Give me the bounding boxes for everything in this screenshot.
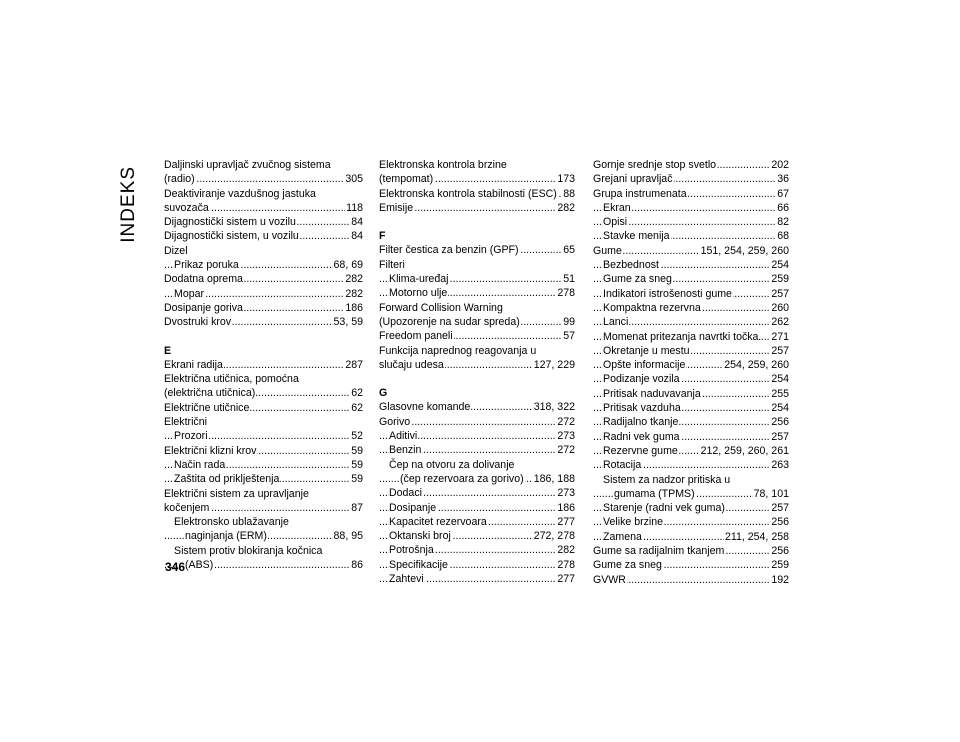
entry-page-refs: 192 <box>771 573 789 586</box>
section-letter-heading <box>379 229 575 243</box>
entry-page-refs: 272 <box>557 444 575 457</box>
section-side-label: INDEKS <box>118 166 139 243</box>
entry-term: (električna utičnica) <box>164 387 256 400</box>
index-entry <box>593 330 789 344</box>
index-entry <box>593 458 789 472</box>
index-entry <box>593 573 789 587</box>
entry-term: (radio) <box>164 173 195 186</box>
index-entry <box>593 401 789 415</box>
entry-page-refs: 287 <box>345 358 363 371</box>
index-entry <box>379 400 575 414</box>
entry-term: Oktanski broj <box>389 530 451 543</box>
index-entry <box>593 544 789 558</box>
entry-page-refs: 151, 254, 259, 260 <box>700 244 789 257</box>
index-entry <box>379 172 575 186</box>
entry-term: Specifikacije <box>389 558 448 571</box>
entry-page-refs: 202 <box>771 159 789 171</box>
index-entry <box>164 187 363 201</box>
entry-page-refs: 273 <box>557 430 575 443</box>
entry-term: Dizel <box>164 244 188 257</box>
entry-term: Indikatori istrošenosti gume <box>603 287 732 300</box>
index-column-3 <box>593 158 789 587</box>
entry-term: slučaju udesa <box>379 358 444 371</box>
index-entry <box>379 329 575 343</box>
index-entry <box>379 529 575 543</box>
index-entry <box>164 386 363 400</box>
index-entry <box>164 287 363 301</box>
index-entry <box>379 429 575 443</box>
index-entry <box>593 501 789 515</box>
entry-term: Dijagnostički sistem u vozilu <box>164 216 296 229</box>
entry-term: Gume <box>593 244 622 257</box>
index-entry <box>593 287 789 301</box>
entry-term: Okretanje u mestu <box>603 344 690 357</box>
entry-page-refs: 278 <box>557 287 575 300</box>
entry-page-refs: 51 <box>563 273 575 286</box>
entry-page-refs: 62 <box>351 401 363 414</box>
index-entry <box>164 429 363 443</box>
entry-page-refs: 78, 101 <box>753 487 789 500</box>
entry-page-refs: 59 <box>351 458 363 471</box>
entry-page-refs: 84 <box>351 216 363 229</box>
entry-term: Radni vek guma <box>603 430 680 443</box>
entry-term: suvozača <box>164 201 209 214</box>
entry-term: naginjanja (ERM) <box>185 530 267 543</box>
entry-term: (ABS) <box>185 559 214 572</box>
entry-page-refs: 277 <box>557 515 575 528</box>
entry-term: Sistem protiv blokiranja kočnica <box>174 544 323 557</box>
index-entry <box>164 301 363 315</box>
section-letter-heading <box>379 386 575 400</box>
entry-term: Benzin <box>389 444 422 457</box>
entry-page-refs: 65 <box>563 244 575 257</box>
entry-term: Velike brzine <box>603 516 664 529</box>
index-entry <box>379 243 575 257</box>
entry-page-refs: 257 <box>771 344 789 357</box>
entry-page-refs: 259 <box>771 559 789 572</box>
index-entry <box>379 515 575 529</box>
entry-page-refs: 84 <box>351 230 363 243</box>
entry-term: Zahtevi <box>389 573 424 586</box>
index-entry <box>164 372 363 386</box>
entry-term: Opšte informacije <box>603 359 686 372</box>
entry-term: (čep rezervoara za gorivo) <box>400 472 524 485</box>
entry-term: Prikaz poruka <box>174 259 239 272</box>
index-entry <box>593 172 789 186</box>
entry-page-refs: 127, 229 <box>533 358 575 371</box>
entry-page-refs: 257 <box>771 287 789 300</box>
entry-page-refs: 57 <box>563 330 575 343</box>
index-entry <box>593 244 789 258</box>
entry-page-refs: 186 <box>557 501 575 514</box>
index-entry <box>164 515 363 529</box>
entry-page-refs: 256 <box>771 516 789 529</box>
entry-page-refs: 305 <box>345 173 363 186</box>
entry-term: Dijagnostički sistem, u vozilu <box>164 230 299 243</box>
index-entry <box>164 529 363 543</box>
index-entry <box>593 201 789 215</box>
entry-page-refs: 262 <box>771 316 789 329</box>
entry-page-refs: 186 <box>345 301 363 314</box>
entry-term: Ekrani radija <box>164 358 223 371</box>
index-entry <box>379 443 575 457</box>
index-entry <box>593 444 789 458</box>
index-entry <box>379 558 575 572</box>
index-entry <box>593 358 789 372</box>
entry-term: Momenat pritezanja navrtki točka <box>603 330 759 343</box>
entry-term: gumama (TPMS) <box>614 487 695 500</box>
entry-page-refs: 282 <box>345 273 363 286</box>
index-entry <box>379 301 575 315</box>
index-entry <box>379 258 575 272</box>
entry-term: Električne utičnice <box>164 401 250 414</box>
entry-term: Aditivi <box>389 430 418 443</box>
index-entry <box>593 387 789 401</box>
entry-page-refs: 88, 95 <box>333 530 363 543</box>
entry-page-refs: 36 <box>777 173 789 186</box>
entry-page-refs: 211, 254, 258 <box>724 530 789 543</box>
entry-page-refs: 282 <box>557 544 575 557</box>
entry-term: Električni sistem za upravljanje <box>164 487 309 500</box>
entry-page-refs: 53, 59 <box>333 316 363 329</box>
index-entry <box>164 401 363 415</box>
index-entry <box>164 558 363 572</box>
index-entry <box>593 415 789 429</box>
index-entry <box>593 372 789 386</box>
entry-page-refs: 254, 259, 260 <box>724 359 789 372</box>
entry-page-refs: 62 <box>351 387 363 400</box>
entry-page-refs: 118 <box>346 201 363 214</box>
entry-page-refs: 212, 259, 260, 261 <box>700 444 789 457</box>
index-entry <box>379 158 575 172</box>
index-entry <box>593 473 789 487</box>
entry-page-refs: 186, 188 <box>533 472 575 485</box>
index-entry <box>593 158 789 172</box>
entry-term: Rezervne gume <box>603 444 678 457</box>
index-entry <box>593 487 789 501</box>
index-column-1 <box>164 158 363 572</box>
entry-page-refs: 88 <box>563 187 575 200</box>
entry-term: Gume sa radijalnim tkanjem <box>593 545 725 558</box>
index-entry <box>379 187 575 201</box>
entry-page-refs: 256 <box>771 545 789 558</box>
entry-term: Grejani upravljač <box>593 173 673 186</box>
entry-term: Prozori <box>174 430 208 443</box>
entry-term: Rotacija <box>603 459 642 472</box>
entry-term: Opisi <box>603 216 628 229</box>
entry-term: Filter čestica za benzin (GPF) <box>379 244 519 257</box>
index-entry <box>379 486 575 500</box>
entry-term: Dosipanje goriva <box>164 301 243 314</box>
entry-term: Filteri <box>379 258 405 271</box>
entry-page-refs: 87 <box>351 501 363 514</box>
index-entry <box>164 201 363 215</box>
entry-term: Pritisak vazduha <box>603 402 681 415</box>
index-entry <box>379 344 575 358</box>
entry-page-refs: 254 <box>771 373 789 386</box>
entry-term: Gorivo <box>379 415 411 428</box>
entry-term: Motorno ulje <box>389 287 448 300</box>
index-entry <box>164 244 363 258</box>
entry-term: Način rada <box>174 458 226 471</box>
index-entry <box>379 201 575 215</box>
entry-page-refs: 82 <box>777 216 789 229</box>
entry-term: Zamena <box>603 530 642 543</box>
entry-page-refs: 52 <box>351 430 363 443</box>
heading-letter: F <box>379 230 386 243</box>
index-entry <box>593 301 789 315</box>
index-entry <box>164 258 363 272</box>
entry-term: Grupa instrumenata <box>593 187 687 200</box>
index-entry <box>593 430 789 444</box>
entry-term: Lanci <box>603 316 629 329</box>
index-entry <box>593 515 789 529</box>
entry-term: Elektronska kontrola brzine <box>379 159 507 171</box>
entry-term: Zaštita od priklještenja <box>174 473 280 486</box>
entry-term: Električni <box>164 416 207 429</box>
entry-page-refs: 254 <box>771 402 789 415</box>
index-entry <box>593 229 789 243</box>
entry-page-refs: 257 <box>771 502 789 515</box>
entry-term: Freedom paneli <box>379 330 453 343</box>
entry-page-refs: 99 <box>563 315 575 328</box>
index-entry <box>379 286 575 300</box>
entry-term: Gume za sneg <box>593 559 662 572</box>
entry-term: Čep na otvoru za dolivanje <box>389 458 515 471</box>
entry-term: Elektronsko ublažavanje <box>174 516 289 529</box>
entry-term: Radijalno tkanje <box>603 416 679 429</box>
index-entry <box>379 543 575 557</box>
index-entry <box>379 415 575 429</box>
entry-term: Deaktiviranje vazdušnog jastuka <box>164 187 316 200</box>
index-entry <box>379 572 575 586</box>
index-entry <box>164 458 363 472</box>
entry-page-refs: 273 <box>557 487 575 500</box>
index-entry <box>164 444 363 458</box>
entry-term: Emisije <box>379 201 414 214</box>
page-number: 346 <box>165 560 186 574</box>
index-entry <box>164 544 363 558</box>
index-entry <box>379 458 575 472</box>
entry-page-refs: 259 <box>771 273 789 286</box>
index-entry <box>164 158 363 172</box>
entry-page-refs: 318, 322 <box>533 401 575 414</box>
index-entry <box>164 215 363 229</box>
index-entry <box>379 358 575 372</box>
index-entry <box>379 501 575 515</box>
entry-term: Ekran <box>603 201 631 214</box>
index-entry <box>593 530 789 544</box>
entry-term: Dodatna oprema <box>164 273 243 286</box>
index-entry <box>593 215 789 229</box>
entry-page-refs: 254 <box>771 259 789 272</box>
entry-term: GVWR <box>593 573 626 586</box>
entry-page-refs: 67 <box>777 187 789 200</box>
entry-page-refs: 278 <box>557 558 575 571</box>
entry-term: Potrošnja <box>389 544 434 557</box>
entry-term: Gornje srednje stop svetlo <box>593 159 717 171</box>
heading-letter: G <box>379 387 388 400</box>
index-entry <box>164 501 363 515</box>
entry-term: Kompaktna rezervna <box>603 301 701 314</box>
index-entry <box>164 272 363 286</box>
index-entry <box>379 472 575 486</box>
entry-term: Električni klizni krov <box>164 444 257 457</box>
heading-letter: E <box>164 344 172 357</box>
index-column-2 <box>379 158 575 586</box>
index-entry <box>593 272 789 286</box>
entry-term: (Upozorenje na sudar spreda) <box>379 315 520 328</box>
entry-term: kočenjem <box>164 501 210 514</box>
entry-term: Dosipanje <box>389 501 437 514</box>
entry-term: Dvostruki krov <box>164 316 232 329</box>
index-entry <box>379 272 575 286</box>
index-entry <box>164 229 363 243</box>
entry-term: Funkcija naprednog reagovanja u <box>379 344 537 357</box>
entry-term: Stavke menija <box>603 230 670 243</box>
entry-page-refs: 282 <box>557 201 575 214</box>
entry-page-refs: 86 <box>351 559 363 572</box>
entry-term: Podizanje vozila <box>603 373 680 386</box>
index-entry <box>164 487 363 501</box>
entry-term: Daljinski upravljač zvučnog sistema <box>164 159 331 171</box>
entry-page-refs: 59 <box>351 473 363 486</box>
entry-term: Mopar <box>174 287 205 300</box>
index-entry <box>164 415 363 429</box>
entry-page-refs: 272, 278 <box>533 530 575 543</box>
entry-term: Starenje (radni vek guma) <box>603 502 725 515</box>
entry-page-refs: 260 <box>771 301 789 314</box>
entry-page-refs: 277 <box>557 573 575 586</box>
entry-term: Glasovne komande <box>379 401 471 414</box>
section-letter-heading <box>164 344 363 358</box>
index-entry <box>593 258 789 272</box>
entry-page-refs: 66 <box>777 201 789 214</box>
entry-term: Gume za sneg <box>603 273 672 286</box>
entry-term: Dodaci <box>389 487 422 500</box>
entry-term: Bezbednost <box>603 259 659 272</box>
index-entry <box>593 315 789 329</box>
index-entry <box>379 315 575 329</box>
entry-page-refs: 282 <box>345 287 363 300</box>
index-entry <box>593 187 789 201</box>
entry-term: (tempomat) <box>379 173 434 186</box>
index-entry <box>593 344 789 358</box>
entry-term: Kapacitet rezervoara <box>389 515 487 528</box>
entry-page-refs: 59 <box>351 444 363 457</box>
entry-page-refs: 271 <box>771 330 789 343</box>
entry-page-refs: 257 <box>771 430 789 443</box>
entry-page-refs: 68, 69 <box>333 259 363 272</box>
entry-page-refs: 272 <box>557 415 575 428</box>
entry-term: Pritisak naduvavanja <box>603 387 701 400</box>
entry-page-refs: 68 <box>777 230 789 243</box>
index-entry <box>164 472 363 486</box>
index-entry <box>164 315 363 329</box>
entry-page-refs: 173 <box>557 173 575 186</box>
index-entry <box>164 172 363 186</box>
entry-page-refs: 263 <box>771 459 789 472</box>
entry-term: Klima-uređaj <box>389 273 449 286</box>
entry-term: Sistem za nadzor pritiska u <box>603 473 731 486</box>
entry-page-refs: 255 <box>771 387 789 400</box>
index-entry <box>164 358 363 372</box>
index-entry <box>593 558 789 572</box>
entry-term: Električna utičnica, pomoćna <box>164 373 299 386</box>
entry-term: Elektronska kontrola stabilnosti (ESC) <box>379 187 557 200</box>
entry-page-refs: 256 <box>771 416 789 429</box>
entry-term: Forward Collision Warning <box>379 301 503 314</box>
